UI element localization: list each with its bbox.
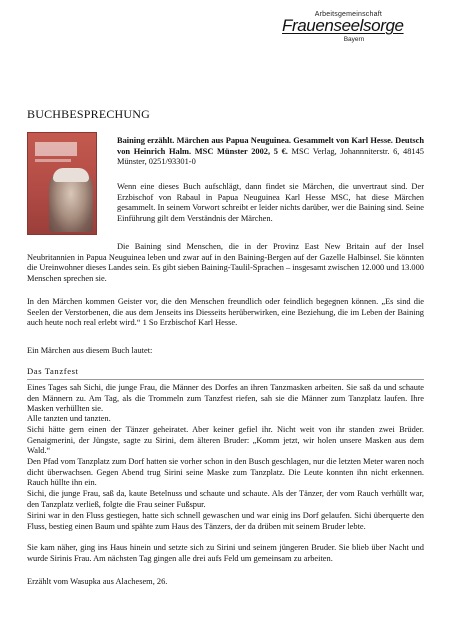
story-line: Eines Tages sah Sichi, die junge Frau, die Männer des Dorfes an ihren Tanzmasken arbeiten. Sie saß da und schaute den Männern zu. Am Tag, als die Trommeln zum Tanzfest riefen, sah sie die Männer zum Tanzplatz laufen. Ihre Masken verhüllten sie. [27, 383, 424, 414]
book-cover-image [27, 132, 97, 235]
story-title: Das Tanzfest [27, 366, 79, 376]
baining-paragraph: Die Baining sind Menschen, die in der Provinz East New Britain auf der Insel Neubritannien in Papua Neuguinea leben und zwar auf in den Baining-Bergen auf der Gazelle Halbinsel. Sie könnten die Ureinwohner dieses Landes sein. Es gibt sieben Baining-Taulil-Sprachen – insgesamt zwischen 12.000 und 13.000 Menschen sprechen sie. [27, 242, 424, 283]
story-intro: Ein Märchen aus diesem Buch lautet: [27, 346, 153, 355]
story-line: Den Pfad vom Tanzplatz zum Dorf hatten sie vorher schon in den Busch geschlagen, nur die letzten Meter waren noch dicht überwachsen. Gegen Abend trug Sirini seine Maske zum Tanzplatz. Die Leute konnten ihn nicht erkennen. Rauch hüllte ihn ein. [27, 457, 424, 488]
book-citation-publisher: MSC Verlag, Johannniterstr. 6, 48145 Münster, 0251/93301-0 [117, 146, 424, 167]
story-line: Alle tanzten und tanzten. [27, 414, 111, 423]
book-citation-title: Baining erzählt. Märchen aus Papua Neuguinea. Gesammelt von Karl Hesse. Deutsch von Heinrich Halm. MSC Münster 2002, 5 €. [117, 136, 424, 156]
logo-wordmark: Frauenseelsorge [282, 16, 404, 35]
story-line: Sichi hätte gern einen der Tänzer geheiratet. Aber keiner gefiel ihr. Nicht weit von ihr standen zwei Brüder. Genaigmerini, der Jüngste, sagte zu Sirini, dem älteren Bruder: „Komm jetzt, wir holen unsere Masken aus dem Wald.“ [27, 425, 424, 456]
spirits-paragraph: In den Märchen kommen Geister vor, die den Menschen freundlich oder feindlich begegnen können. „Es sind die Seelen der Verstorbenen, die aus dem Jenseits ins Diesseits herüberwirken, eine Beziehung, die im Leben der Baining auch heute noch real erlebt wird.“ 1 So Erzbischof Karl Hesse. [27, 297, 424, 328]
story-line: Sie kam näher, ging ins Haus hinein und setzte sich zu Sirini und seinem jüngeren Bruder. Sie blieb über Nacht und wurde Sirinis Frau. Am nächsten Tag gingen alle drei aufs Feld um gemeinsam zu arbeiten. [27, 543, 424, 563]
cover-subtitle-block [35, 159, 71, 162]
book-citation [117, 136, 424, 168]
logo [282, 11, 404, 43]
logo-region: Bayern [343, 36, 365, 43]
intro-paragraph: Wenn eine dieses Buch aufschlägt, dann findet sie Märchen, die unvertraut sind. Der Erzbischof von Rabaul in Papua Neuguinea Karl Hesse MSC, hat diese Märchen gesammelt. In seinem Vorwort schreibt er leider nichts darüber, wer die Baining sind. Seine Einführung gilt dem Verständnis der Märchen. [117, 182, 424, 223]
page-heading: BUCHBESPRECHUNG [27, 107, 151, 121]
divider [27, 379, 424, 380]
story-source: Erzählt vom Wasupka aus Alachesem, 26. [27, 577, 168, 586]
story-line: Sichi, die junge Frau, saß da, kaute Betelnuss und schaute und schaute. Als der Tänzer, der vom Rauch verhüllt war, den Tanzplatz verließ, folgte die Frau seiner Fußspur. [27, 489, 424, 509]
story-line: Sirini war in den Fluss gestiegen, hatte sich schnell gewaschen und war einig ins Dorf gelaufen. Sichi überquerte den Fluss, bestieg einen Baum und spähte zum Haus des Tänzers, der da drüben mit seinem Bruder lebte. [27, 511, 424, 531]
cover-title-block [35, 142, 77, 156]
cover-portrait-hair [53, 168, 89, 182]
logo-org-line: Arbeitsgemeinschaft [314, 11, 382, 18]
